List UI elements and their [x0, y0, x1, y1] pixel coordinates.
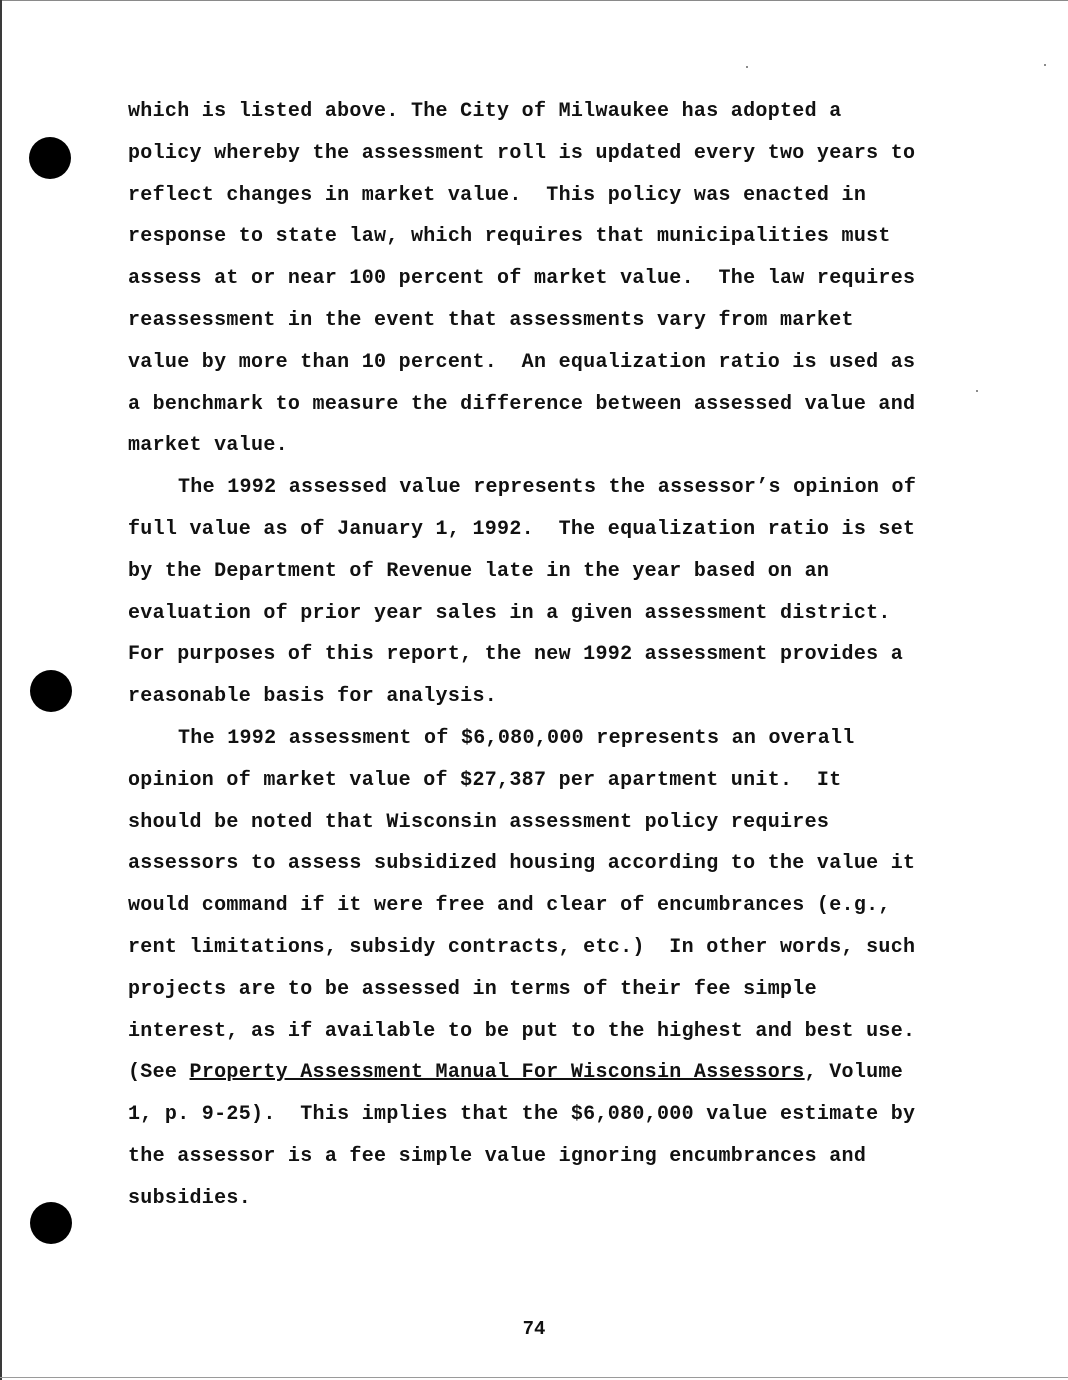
- text-line: assess at or near 100 percent of market value. The law requires: [128, 267, 916, 291]
- text-line: reasonable basis for analysis.: [128, 685, 498, 709]
- citation-prefix: (See: [128, 1061, 190, 1085]
- text-line: For purposes of this report, the new 1992 assessment provides a: [128, 643, 904, 667]
- punch-hole: [30, 670, 72, 712]
- cited-publication-title: Property Assessment Manual For Wisconsin Assessors: [189, 1061, 805, 1085]
- text-line: reassessment in the event that assessments vary from market: [128, 308, 854, 332]
- text-line: full value as of January 1, 1992. The equalization ratio is set: [128, 517, 916, 541]
- text-line: opinion of market value of $27,387 per apartment unit. It: [128, 768, 842, 792]
- page-number: 74: [522, 1318, 546, 1340]
- text-line: by the Department of Revenue late in the year based on an: [128, 559, 830, 583]
- text-line: which is listed above. The City of Milwaukee has adopted a: [128, 100, 842, 123]
- page-left-edge: [0, 0, 2, 1380]
- text-line: interest, as if available to be put to the highest and best use.: [128, 1019, 916, 1043]
- text-line: a benchmark to measure the difference between assessed value and: [128, 392, 916, 416]
- text-line: policy whereby the assessment roll is updated every two years to: [128, 141, 916, 165]
- text-line: projects are to be assessed in terms of their fee simple: [128, 977, 817, 1001]
- text-line: rent limitations, subsidy contracts, etc.) In other words, such: [128, 935, 916, 959]
- citation-line: [128, 1056, 958, 1098]
- text-line: market value.: [128, 434, 288, 458]
- paragraph-first-line: The 1992 assessed value represents the assessor’s opinion of: [178, 476, 917, 500]
- document-body: [128, 95, 958, 1224]
- citation-suffix: , Volume: [804, 1061, 904, 1085]
- page-bottom-edge: [0, 1377, 1068, 1378]
- punch-hole: [29, 137, 71, 179]
- punch-hole: [30, 1202, 72, 1244]
- paragraph-first-line: The 1992 assessment of $6,080,000 represents an overall: [178, 726, 855, 750]
- text-line: reflect changes in market value. This policy was enacted in: [128, 183, 867, 207]
- scan-speck: [1044, 64, 1046, 66]
- text-line: value by more than 10 percent. An equalization ratio is used as: [128, 350, 916, 374]
- scan-speck: [976, 390, 978, 392]
- text-line: subsidies.: [128, 1186, 252, 1210]
- text-line: assessors to assess subsidized housing according to the value it: [128, 852, 916, 876]
- text-line: would command if it were free and clear of encumbrances (e.g.,: [128, 894, 891, 918]
- text-line: the assessor is a fee simple value ignoring encumbrances and: [128, 1144, 867, 1168]
- text-line: response to state law, which requires that municipalities must: [128, 225, 891, 249]
- text-line: 1, p. 9-25). This implies that the $6,080,000 value estimate by: [128, 1103, 916, 1127]
- text-line: evaluation of prior year sales in a given assessment district.: [128, 601, 891, 625]
- text-line: should be noted that Wisconsin assessment policy requires: [128, 810, 830, 834]
- scan-speck: [746, 66, 748, 68]
- page-top-edge: [0, 0, 1068, 1]
